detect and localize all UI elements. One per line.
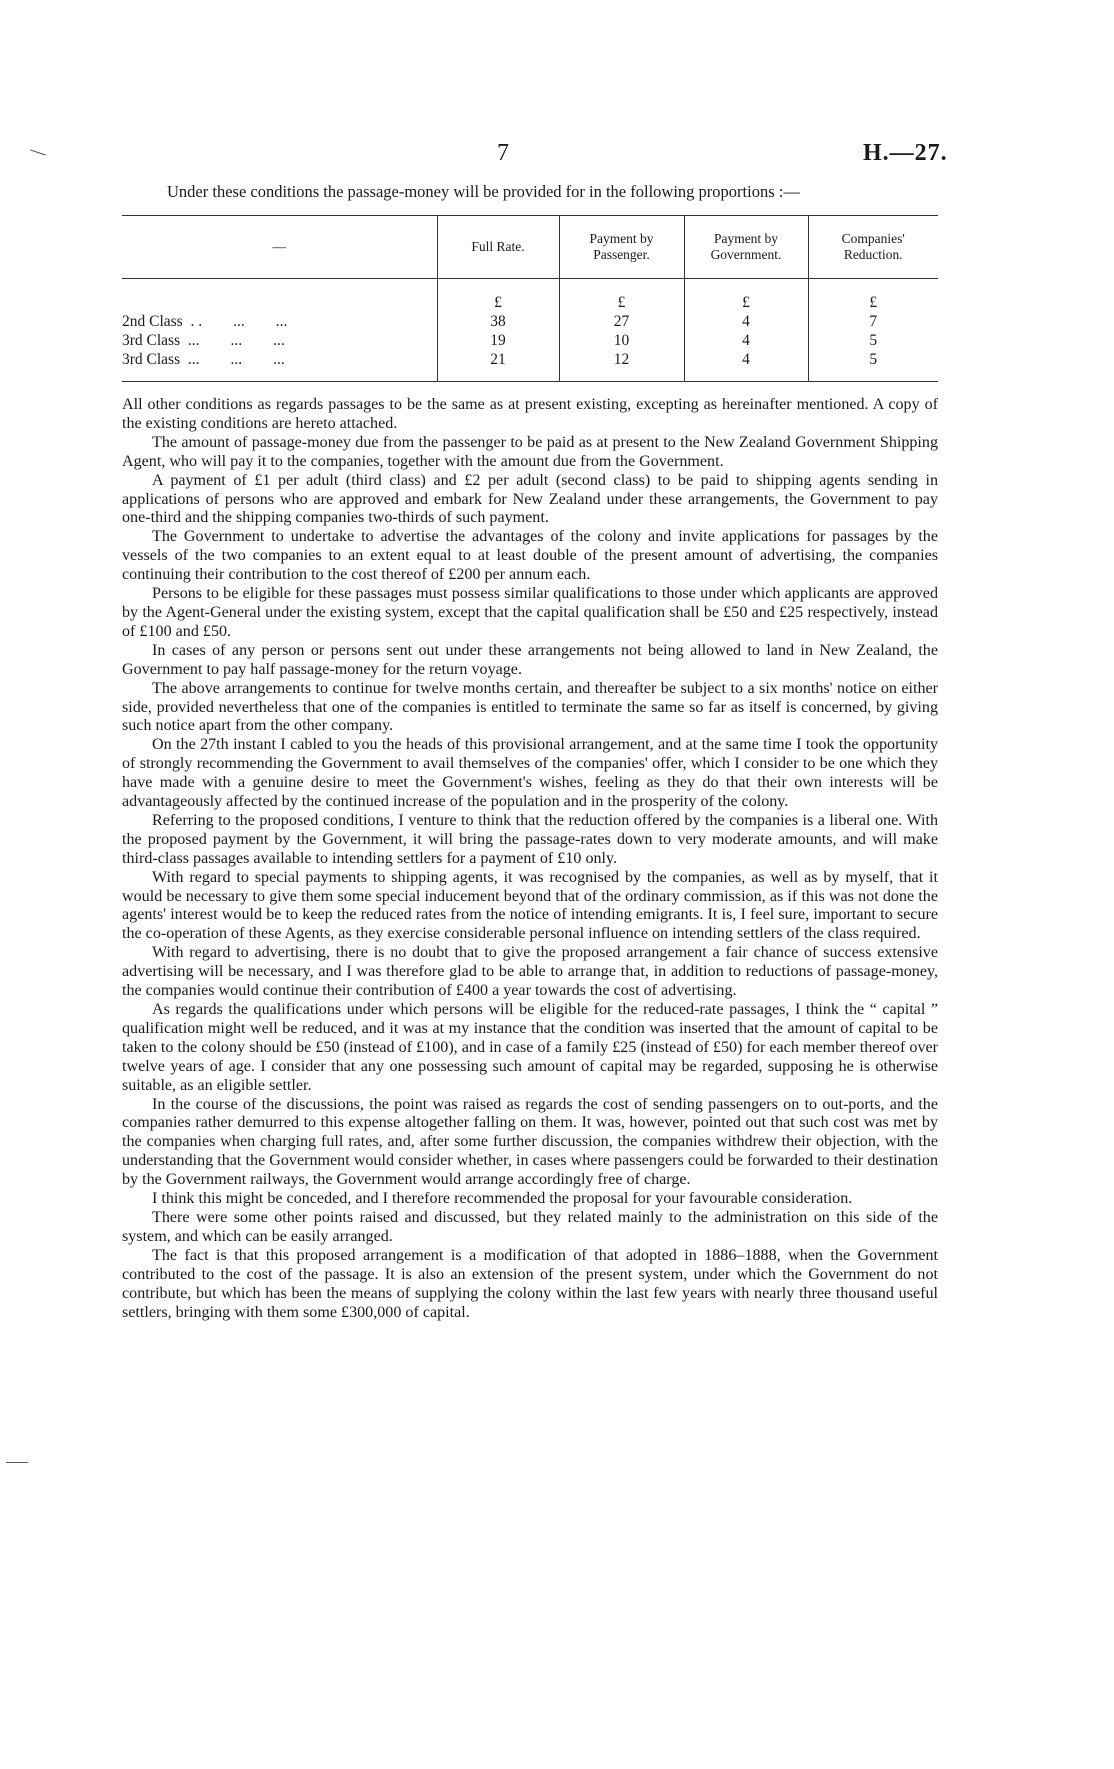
paragraph: The amount of passage-money due from the passenger to be paid as at present to the New Zealand Government Shipping Agent, who will pay it to the companies, together with the amount due from the Government. [122, 433, 938, 470]
government-cell: 4 [684, 331, 808, 350]
full-rate-cell: 38 [437, 312, 559, 331]
passenger-cell: 10 [559, 331, 684, 350]
unit-cell: £ [808, 279, 938, 313]
paragraph: As regards the qualifications under which persons will be eligible for the reduced-rate passages, I think the “ capital ” qualification might well be reduced, and it was at my instance that the condition was inserted that the amount of capital to be taken to the colony should be £50 (instead of £100), and in case of a family £25 (instead of £50) for each member thereof over twelve years of age. I consider that any one possessing such amount of capital may be regarded, supposing he is otherwise suitable, as an eligible settler. [122, 1001, 938, 1094]
column-header-government: Payment by Government. [684, 216, 808, 279]
table-row [122, 312, 938, 331]
paragraph: I think this might be conceded, and I therefore recommended the proposal for your favourable consideration. [152, 1190, 853, 1208]
unit-cell: £ [437, 279, 559, 313]
paragraph: With regard to special payments to shipping agents, it was recognised by the companies, as well as by myself, that it would be necessary to give them some special inducement beyond that of the ordinary commission, as if this was not done the agents' interest would be to keep the reduced rates from the notice of intending emigrants. It is, I feel sure, important to secure the co-operation of these Agents, as they exercise considerable personal influence on intending settlers of the class required. [122, 868, 938, 943]
body-text [122, 396, 938, 1322]
reduction-cell: 5 [808, 331, 938, 350]
paragraph: There were some other points raised and discussed, but they related mainly to the administration on this side of the system, and which can be easily arranged. [122, 1208, 938, 1245]
passage-money-table [122, 215, 938, 382]
row-label: 3rd Class ... ... ... [122, 350, 437, 382]
reduction-cell: 7 [808, 312, 938, 331]
paragraph: A payment of £1 per adult (third class) and £2 per adult (second class) to be paid to shipping agents sending in applications of persons who are approved and embark for New Zealand under these arrangements, the Government to pay one-third and the shipping companies two-thirds of such payment. [122, 471, 938, 527]
unit-cell: £ [559, 279, 684, 313]
table-row [122, 350, 938, 382]
paragraph: In cases of any person or persons sent out under these arrangements not being allowed to land in New Zealand, the Government to pay half passage-money for the return voyage. [122, 641, 938, 678]
paragraph: All other conditions as regards passages to be the same as at present existing, excepting as hereinafter mentioned. A copy of the existing conditions are hereto attached. [122, 396, 938, 432]
paragraph: Referring to the proposed conditions, I venture to think that the reduction offered by the companies is a liberal one. With the proposed payment by the Government, it will bring the passage-rates down to very moderate amounts, and will make third-class passages available to intending settlers for a payment of £10 only. [122, 811, 938, 867]
full-rate-cell: 21 [437, 350, 559, 382]
column-header-full-rate: Full Rate. [437, 216, 559, 279]
column-header-passenger: Payment by Passenger. [559, 216, 684, 279]
passenger-cell: 27 [559, 312, 684, 331]
paragraph: The above arrangements to continue for twelve months certain, and thereafter be subject to a six months' notice on either side, provided nevertheless that one of the companies is entitled to terminate the same so far as itself is concerned, by giving such notice apart from the other company. [122, 679, 938, 735]
unit-cell: £ [684, 279, 808, 313]
paragraph: The Government to undertake to advertise the advantages of the colony and invite applications for passages by the vessels of the two companies to an extent equal to at least double of the present amount of advertising, the companies continuing their contribution to the cost thereof of £200 per annum each. [122, 528, 938, 584]
reduction-cell: 5 [808, 350, 938, 382]
intro-paragraph: Under these conditions the passage-money will be provided for in the following proportions :— [167, 182, 800, 201]
row-label: 2nd Class . . ... ... [122, 313, 288, 330]
paragraph: The fact is that this proposed arrangement is a modification of that adopted in 1886–1888, when the Government contributed to the cost of the passage. It is also an extension of the present system, under which the Government do not contribute, but which has been the means of supplying the colony within the last few years with nearly three thousand useful settlers, bringing with them some £300,000 of capital. [122, 1246, 938, 1321]
table-header-row [122, 216, 938, 279]
paragraph: Persons to be eligible for these passages must possess similar qualifications to those under which applicants are approved by the Agent-General under the existing system, except that the capital qualification shall be £50 and £25 respectively, instead of £100 and £50. [122, 585, 938, 640]
paragraph: On the 27th instant I cabled to you the heads of this provisional arrangement, and at the same time I took the opportunity of strongly recommending the Government to avail themselves of the companies' offer, which I consider to be one which they have made with a genuine desire to meet the Government's wishes, feeling as they do that their own interests will be advantageously affected by the continued increase of the population and in the prosperity of the colony. [122, 736, 938, 811]
paragraph: In the course of the discussions, the point was raised as regards the cost of sending passengers on to out-ports, and the companies rather demurred to this expense altogether falling on them. It was, however, pointed out that such cost was met by the companies when charging full rates, and, after some further discussion, the companies withdrew their objection, with the understanding that the Government would consider whether, in cases where passengers could be forwarded to their destination by the Government railways, the Government would arrange accordingly free of charge. [122, 1095, 938, 1189]
page-header [0, 140, 1114, 174]
document-reference: H.—27. [863, 140, 948, 166]
table-unit-row [122, 279, 938, 313]
column-header-class: — [122, 216, 437, 279]
government-cell: 4 [684, 312, 808, 331]
page-content [122, 182, 938, 1322]
government-cell: 4 [684, 350, 808, 382]
full-rate-cell: 19 [437, 331, 559, 350]
margin-mark [6, 1462, 28, 1463]
page-number: 7 [497, 140, 509, 166]
column-header-reduction: Companies' Reduction. [808, 216, 938, 279]
table-row [122, 331, 938, 350]
paragraph: With regard to advertising, there is no doubt that to give the proposed arrangement a fair chance of success extensive advertising will be necessary, and I was therefore glad to be able to arrange that, in addition to reductions of passage-money, the companies would continue their contribution of £400 a year towards the cost of advertising. [122, 944, 938, 1000]
passenger-cell: 12 [559, 350, 684, 382]
row-label: 3rd Class ... ... ... [122, 332, 285, 349]
